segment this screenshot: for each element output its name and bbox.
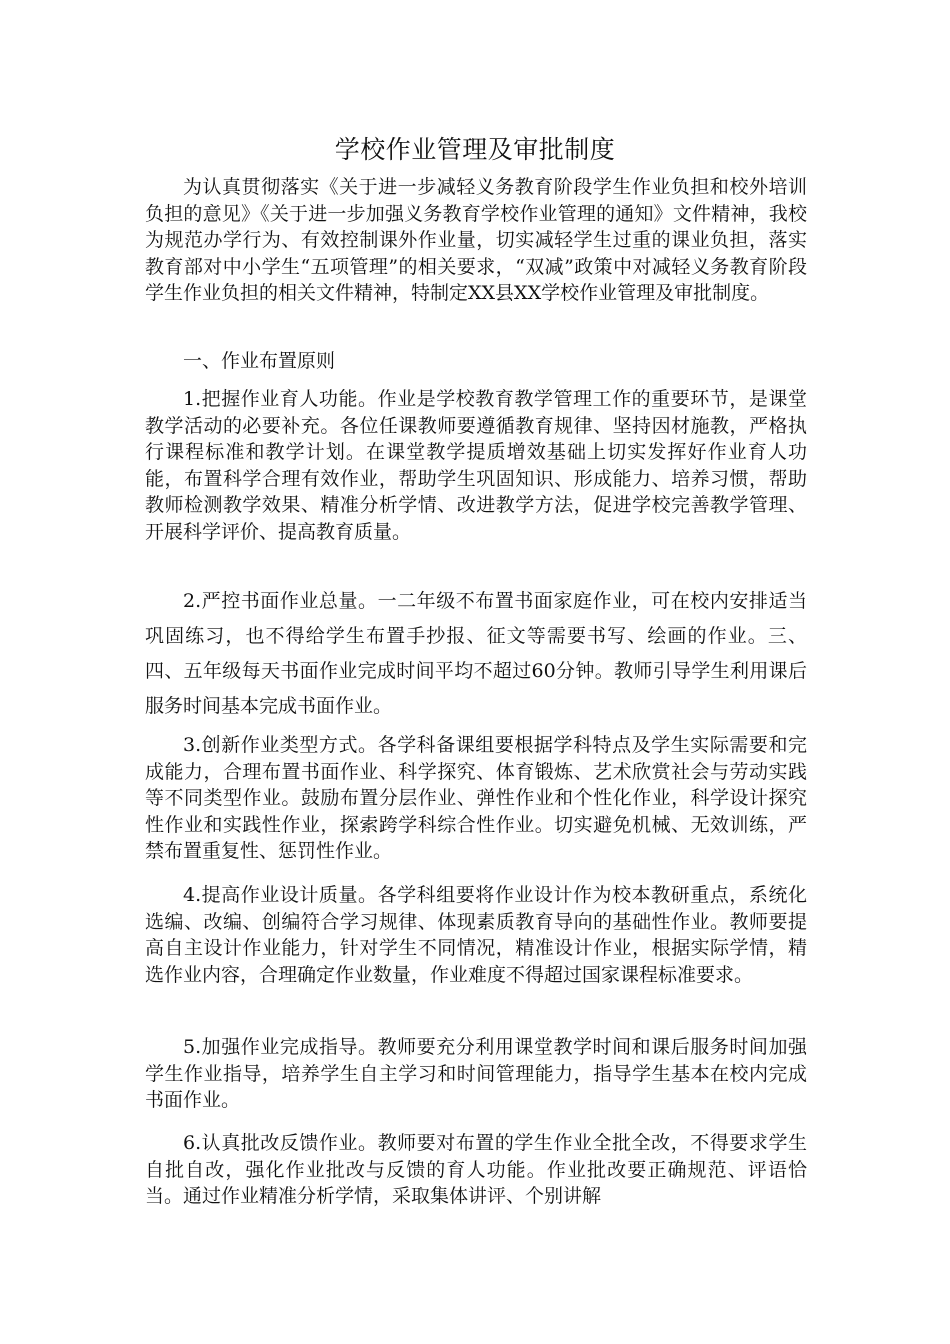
item-paragraph-4: 4.提高作业设计质量。各学科组要将作业设计作为校本教研重点，系统化选编、改编、创编符合学习规律、体现素质教育导向的基础性作业。教师要提高自主设计作业能力，针对学生不同情况，精准设计作业，根据实际学情，精选作业内容，合理确定作业数量，作业难度不得超过国家课程标准要求。 (145, 884, 807, 986)
document-title: 学校作业管理及审批制度 (334, 135, 616, 164)
item-paragraph-6: 6.认真批改反馈作业。教师要对布置的学生作业全批全改，不得要求学生自批自改，强化作业批改与反馈的育人功能。作业批改要正确规范、评语恰当。通过作业精准分析学情，采取集体讲评、个别讲解 (145, 1132, 807, 1207)
item-paragraph-2: 2.严控书面作业总量。一二年级不布置书面家庭作业，可在校内安排适当巩固练习，也不得给学生布置手抄报、征文等需要书写、绘画的作业。三、四、五年级每天书面作业完成时间平均不超过60分钟。教师引导学生利用课后服务时间基本完成书面作业。 (145, 590, 807, 717)
item-paragraph-3: 3.创新作业类型方式。各学科备课组要根据学科特点及学生实际需要和完成能力，合理布置书面作业、科学探究、体育锻炼、艺术欣赏社会与劳动实践等不同类型作业。鼓励布置分层作业、弹性作业和个性化作业，科学设计探究性作业和实践性作业，探索跨学科综合性作业。切实避免机械、无效训练，严禁布置重复性、惩罚性作业。 (145, 734, 807, 862)
section-heading: 一、作业布置原则 (183, 350, 336, 372)
intro-paragraph: 为认真贯彻落实《关于进一步减轻义务教育阶段学生作业负担和校外培训负担的意见》《关于进一步加强义务教育学校作业管理的通知》文件精神，我校为规范办学行为、有效控制课外作业量，切实减轻学生过重的课业负担，落实教育部对中小学生“五项管理”的相关要求，“双减”政策中对减轻义务教育阶段学生作业负担的相关文件精神，特制定XX县XX学校作业管理及审批制度。 (145, 176, 807, 304)
item-paragraph-1: 1.把握作业育人功能。作业是学校教育教学管理工作的重要环节，是课堂教学活动的必要补充。各位任课教师要遵循教育规律、坚持因材施教，严格执行课程标准和教学计划。在课堂教学提质增效基础上切实发挥好作业育人功能，布置科学合理有效作业，帮助学生巩固知识、形成能力、培养习惯，帮助教师检测教学效果、精准分析学情、改进教学方法，促进学校完善教学管理、开展科学评价、提高教育质量。 (145, 388, 807, 543)
item-paragraph-5: 5.加强作业完成指导。教师要充分利用课堂教学时间和课后服务时间加强学生作业指导，培养学生自主学习和时间管理能力，指导学生基本在校内完成书面作业。 (145, 1036, 807, 1111)
